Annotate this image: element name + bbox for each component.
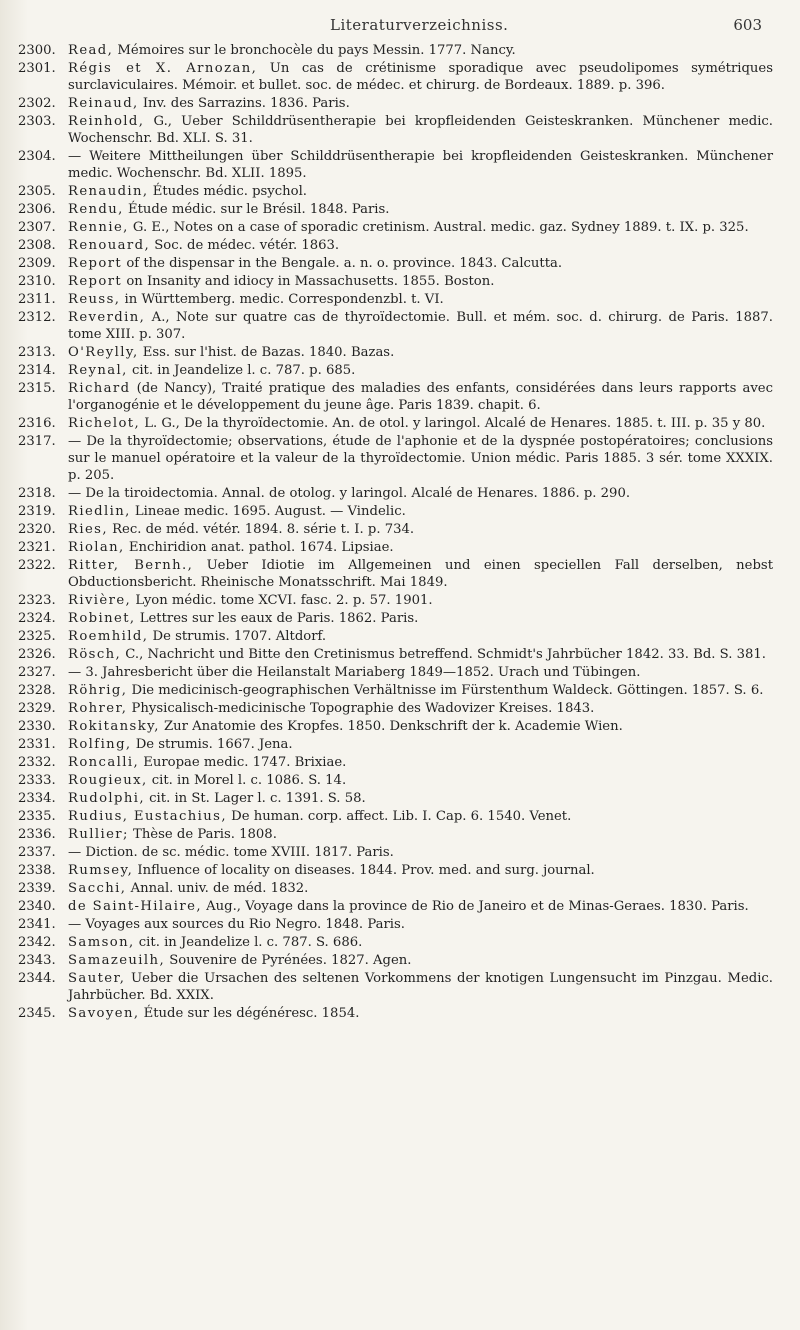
bibliography-entry (18, 808, 773, 825)
entry-citation: Souvenire de Pyrénées. 1827. Agen. (165, 953, 412, 968)
entry-number: 2322. (18, 558, 56, 573)
entry-citation: on Insanity and idiocy in Massachusetts. 1855. Boston. (122, 274, 495, 289)
entry-author: Samson, (68, 935, 135, 950)
entry-number: 2314. (18, 363, 56, 378)
bibliography-entry (18, 646, 773, 663)
entry-number: 2339. (18, 881, 56, 896)
entry-text (68, 273, 773, 290)
bibliography-entry (18, 952, 773, 969)
entry-citation: Europae medic. 1747. Brixiae. (139, 755, 347, 770)
entry-citation: — De la thyroïdectomie; observations, étude de l'aphonie et de la dyspnée postopératoires; conclusions sur le manuel opératoire et la valeur de la thyroïdectomie. Union médic. Paris 1885. 3 sér. tome XXXIX. p. 205. (68, 434, 773, 483)
entry-number: 2342. (18, 935, 56, 950)
entry-number: 2344. (18, 971, 56, 986)
bibliography-entry (18, 700, 773, 717)
entry-author: Report (68, 274, 123, 289)
page-number: 603 (733, 16, 762, 34)
entry-author: Reynal, (68, 363, 128, 378)
entry-author: Samazeuilh, (68, 953, 166, 968)
entry-text (68, 880, 773, 897)
entry-author: Rougieux, (68, 773, 148, 788)
entry-citation: Ess. sur l'hist. de Bazas. 1840. Bazas. (138, 345, 395, 360)
entry-number: 2327. (18, 665, 56, 680)
bibliography-entry (18, 664, 773, 681)
entry-author: Régis et X. Arnozan, (68, 61, 258, 76)
entry-number: 2331. (18, 737, 56, 752)
entry-number: 2333. (18, 773, 56, 788)
entry-text (68, 539, 773, 556)
entry-citation: C., Nachricht und Bitte den Cretinismus betreffend. Schmidt's Jahrbücher 1842. 33. Bd. S. 381. (121, 647, 766, 662)
entry-text (68, 700, 773, 717)
entry-number: 2341. (18, 917, 56, 932)
entry-citation: cit. in Jeandelize l. c. 787. p. 685. (127, 363, 356, 378)
entry-citation: Étude médic. sur le Brésil. 1848. Paris. (123, 202, 390, 217)
entry-number: 2324. (18, 611, 56, 626)
entry-citation: cit. in Jeandelize l. c. 787. S. 686. (134, 935, 363, 950)
entry-number: 2343. (18, 953, 56, 968)
bibliography-entry (18, 113, 773, 147)
entry-citation: — Voyages aux sources du Rio Negro. 1848. Paris. (68, 917, 405, 932)
entry-citation: Lineae medic. 1695. August. — Vindelic. (130, 504, 406, 519)
entry-citation: G., Ueber Schilddrüsentherapie bei kropfleidenden Geisteskranken. Münchener medic. Wochenschr. Bd. XLI. S. 31. (68, 114, 773, 146)
entry-citation: Inv. des Sarrazins. 1836. Paris. (138, 96, 350, 111)
bibliography-entry (18, 880, 773, 897)
entry-citation: Aug., Voyage dans la province de Rio de Janeiro et de Minas-Geraes. 1830. Paris. (201, 899, 749, 914)
entry-number: 2332. (18, 755, 56, 770)
entry-number: 2345. (18, 1006, 56, 1021)
entry-text (68, 344, 773, 361)
entry-text (68, 592, 773, 609)
entry-citation: — Diction. de sc. médic. tome XVIII. 1817. Paris. (68, 845, 394, 860)
entry-author: Renaudin, (68, 184, 149, 199)
entry-text (68, 754, 773, 771)
entry-citation: Étude sur les dégénéresc. 1854. (139, 1006, 360, 1021)
entry-author: Rudolphi, (68, 791, 145, 806)
bibliography-entry (18, 539, 773, 556)
entry-citation: Lyon médic. tome XCVI. fasc. 2. p. 57. 1901. (131, 593, 433, 608)
entry-citation: — Weitere Mittheilungen über Schilddrüsentherapie bei kropfleidenden Geisteskranken. Münchener medic. Wochenschr. Bd. XLII. 1895. (68, 149, 773, 181)
bibliography-entry (18, 148, 773, 182)
entry-citation: of the dispensar in the Bengale. a. n. o. province. 1843. Calcutta. (122, 256, 563, 271)
entry-text (68, 1005, 773, 1022)
entry-text (68, 934, 773, 951)
entry-citation: Un cas de crétinisme sporadique avec pseudolipomes symétriques surclaviculaires. Mémoir. et bullet. soc. de médec. et chirurg. de Bordeaux. 1889. p. 396. (68, 61, 773, 93)
entry-citation: Die medicinisch-geographischen Verhältnisse im Fürstenthum Waldeck. Göttingen. 1857. S. 6. (127, 683, 764, 698)
entry-number: 2325. (18, 629, 56, 644)
bibliography-entry (18, 826, 773, 843)
bibliography-entry (18, 42, 773, 59)
bibliography-entry (18, 772, 773, 789)
bibliography-entry (18, 736, 773, 753)
entry-text (68, 808, 773, 825)
entry-author: Sacchi, (68, 881, 127, 896)
bibliography-entry (18, 610, 773, 627)
bibliography-entry (18, 718, 773, 735)
entry-citation: G. E., Notes on a case of sporadic cretinism. Austral. medic. gaz. Sydney 1889. t. IX. p. 325. (128, 220, 749, 235)
entry-text (68, 646, 773, 663)
entry-author: Rumsey, (68, 863, 134, 878)
entry-text (68, 970, 773, 1004)
entry-author: Ries, (68, 522, 108, 537)
entry-citation: Thèse de Paris. 1808. (128, 827, 277, 842)
entry-author: Rudius, Eustachius, (68, 809, 227, 824)
entry-citation: Rec. de méd. vétér. 1894. 8. série t. I. p. 734. (107, 522, 415, 537)
entry-author: Rivière, (68, 593, 132, 608)
entry-text (68, 113, 773, 147)
entry-text (68, 291, 773, 308)
entry-author: Sauter, (68, 971, 126, 986)
entry-number: 2307. (18, 220, 56, 235)
entry-text (68, 148, 773, 182)
bibliography-entry (18, 592, 773, 609)
entry-citation: — De la tiroidectomia. Annal. de otolog. y laringol. Alcalé de Henares. 1886. p. 290. (68, 486, 631, 501)
entry-citation: L. G., De la thyroïdectomie. An. de otol. y laringol. Alcalé de Henares. 1885. t. III. p. 35 y 80. (140, 416, 766, 431)
entry-number: 2326. (18, 647, 56, 662)
entry-author: Roemhild, (68, 629, 149, 644)
entry-text (68, 826, 773, 843)
entry-text (68, 309, 773, 343)
entry-text (68, 380, 773, 414)
entry-citation: — 3. Jahresbericht über die Heilanstalt Mariaberg 1849—1852. Urach und Tübingen. (68, 665, 641, 680)
entry-citation: (de Nancy), Traité pratique des maladies des enfants, considérées dans leurs rapports avec l'organogénie et le développement du jeune âge. Paris 1839. chapit. 6. (68, 381, 773, 413)
entry-text (68, 485, 773, 502)
entry-text (68, 682, 773, 699)
entry-author: Report (68, 256, 123, 271)
entry-citation: A., Note sur quatre cas de thyroïdectomie. Bull. et mém. soc. d. chirurg. de Paris. 1887. tome XIII. p. 307. (68, 310, 773, 342)
entry-text (68, 521, 773, 538)
entry-number: 2303. (18, 114, 56, 129)
entry-number: 2306. (18, 202, 56, 217)
bibliography-entry (18, 682, 773, 699)
entry-number: 2319. (18, 504, 56, 519)
entry-text (68, 610, 773, 627)
entry-author: Read, (68, 43, 114, 58)
entry-citation: De human. corp. affect. Lib. I. Cap. 6. 1540. Venet. (226, 809, 572, 824)
entry-number: 2311. (18, 292, 56, 307)
entry-citation: Enchiridion anat. pathol. 1674. Lipsiae. (124, 540, 394, 555)
entry-text (68, 898, 773, 915)
bibliography-entry (18, 754, 773, 771)
entry-citation: Ueber die Ursachen des seltenen Vorkommens der knotigen Lungensucht im Pinzgau. Medic. Jahrbücher. Bd. XXIX. (68, 971, 773, 1003)
entry-number: 2310. (18, 274, 56, 289)
entry-number: 2338. (18, 863, 56, 878)
entry-number: 2321. (18, 540, 56, 555)
entry-number: 2320. (18, 522, 56, 537)
entry-author: Rokitansky, (68, 719, 160, 734)
bibliography-entry (18, 844, 773, 861)
entry-text (68, 557, 773, 591)
entry-author: Reinhold, (68, 114, 145, 129)
entry-text (68, 95, 773, 112)
entry-author: de Saint-Hilaire, (68, 899, 202, 914)
entry-number: 2340. (18, 899, 56, 914)
entry-number: 2316. (18, 416, 56, 431)
entry-author: Riolan, (68, 540, 125, 555)
entry-citation: Mémoires sur le bronchocèle du pays Messin. 1777. Nancy. (113, 43, 516, 58)
entry-number: 2318. (18, 486, 56, 501)
entry-text (68, 664, 773, 681)
entry-text (68, 237, 773, 254)
bibliography-entry (18, 362, 773, 379)
entry-text (68, 916, 773, 933)
entry-text (68, 790, 773, 807)
bibliography-entry (18, 273, 773, 290)
entry-number: 2323. (18, 593, 56, 608)
entry-text (68, 42, 773, 59)
bibliography-entry (18, 291, 773, 308)
entry-author: Roncalli, (68, 755, 140, 770)
entry-author: Rennie, (68, 220, 129, 235)
entry-text (68, 433, 773, 484)
bibliography-entry (18, 380, 773, 414)
entry-text (68, 862, 773, 879)
entry-citation: Physicalisch-medicinische Topographie des Wadovizer Kreises. 1843. (127, 701, 595, 716)
entry-author: Savoyen, (68, 1006, 140, 1021)
entry-text (68, 718, 773, 735)
bibliography-entry (18, 60, 773, 94)
entry-number: 2304. (18, 149, 56, 164)
entry-text (68, 415, 773, 432)
entry-number: 2300. (18, 43, 56, 58)
bibliography-entry (18, 1005, 773, 1022)
entry-citation: Zur Anatomie des Kropfes. 1850. Denkschrift der k. Academie Wien. (159, 719, 623, 734)
entry-number: 2312. (18, 310, 56, 325)
bibliography-entry (18, 503, 773, 520)
bibliography-entry (18, 970, 773, 1004)
entry-citation: Influence of locality on diseases. 1844. Prov. med. and surg. journal. (133, 863, 595, 878)
entry-author: Rendu, (68, 202, 124, 217)
bibliography-entry (18, 628, 773, 645)
running-title: Literaturverzeichniss. (330, 16, 509, 34)
entry-author: Reinaud, (68, 96, 139, 111)
entry-text (68, 952, 773, 969)
bibliography-entry (18, 916, 773, 933)
bibliography-entry (18, 415, 773, 432)
bibliography-entry (18, 309, 773, 343)
bibliography-entry (18, 237, 773, 254)
entry-number: 2335. (18, 809, 56, 824)
entry-author: Renouard, (68, 238, 151, 253)
entry-citation: Lettres sur les eaux de Paris. 1862. Paris. (135, 611, 419, 626)
entry-number: 2329. (18, 701, 56, 716)
entry-number: 2309. (18, 256, 56, 271)
bibliography-entry (18, 201, 773, 218)
entry-author: Röhrig, (68, 683, 128, 698)
entry-text (68, 362, 773, 379)
entry-text (68, 844, 773, 861)
entry-number: 2328. (18, 683, 56, 698)
entry-citation: cit. in St. Lager l. c. 1391. S. 58. (144, 791, 366, 806)
entry-author: Rösch, (68, 647, 122, 662)
entry-number: 2330. (18, 719, 56, 734)
entry-author: Reverdin, (68, 310, 146, 325)
entry-number: 2336. (18, 827, 56, 842)
entry-author: Rullier; (68, 827, 129, 842)
entry-author: Reuss, (68, 292, 121, 307)
entry-text (68, 736, 773, 753)
entry-author: Rolfing, (68, 737, 132, 752)
entry-author: Ritter, Bernh., (68, 558, 194, 573)
bibliography-entry (18, 790, 773, 807)
entry-citation: De strumis. 1707. Altdorf. (148, 629, 327, 644)
bibliography-entry (18, 934, 773, 951)
entry-text (68, 201, 773, 218)
entry-citation: Ueber Idiotie im Allgemeinen und einen speciellen Fall derselben, nebst Obductionsbericht. Rheinische Monatsschrift. Mai 1849. (68, 558, 773, 590)
entry-number: 2308. (18, 238, 56, 253)
entry-author: Riedlin, (68, 504, 131, 519)
entry-number: 2305. (18, 184, 56, 199)
entry-text (68, 503, 773, 520)
entry-text (68, 219, 773, 236)
entry-number: 2301. (18, 61, 56, 76)
bibliography-list (18, 42, 773, 1023)
entry-number: 2302. (18, 96, 56, 111)
entry-author: Rohrer, (68, 701, 128, 716)
bibliography-entry (18, 95, 773, 112)
entry-author: Robinet, (68, 611, 136, 626)
entry-number: 2313. (18, 345, 56, 360)
entry-citation: in Württemberg. medic. Correspondenzbl. t. VI. (120, 292, 444, 307)
bibliography-entry (18, 183, 773, 200)
bibliography-entry (18, 521, 773, 538)
entry-citation: Études médic. psychol. (148, 184, 307, 199)
entry-citation: De strumis. 1667. Jena. (131, 737, 293, 752)
entry-author: Richard (68, 381, 131, 396)
entry-citation: Soc. de médec. vétér. 1863. (150, 238, 340, 253)
bibliography-entry (18, 219, 773, 236)
bibliography-entry (18, 344, 773, 361)
bibliography-entry (18, 557, 773, 591)
entry-text (68, 628, 773, 645)
entry-number: 2317. (18, 434, 56, 449)
entry-text (68, 255, 773, 272)
bibliography-entry (18, 485, 773, 502)
entry-number: 2337. (18, 845, 56, 860)
page-header (0, 14, 800, 38)
bibliography-entry (18, 433, 773, 484)
entry-author: O'Reylly, (68, 345, 139, 360)
entry-citation: Annal. univ. de méd. 1832. (126, 881, 309, 896)
entry-text (68, 183, 773, 200)
entry-text (68, 772, 773, 789)
entry-number: 2334. (18, 791, 56, 806)
bibliography-entry (18, 898, 773, 915)
entry-author: Richelot, (68, 416, 141, 431)
bibliography-entry (18, 862, 773, 879)
entry-text (68, 60, 773, 94)
entry-citation: cit. in Morel l. c. 1086. S. 14. (147, 773, 347, 788)
entry-number: 2315. (18, 381, 56, 396)
bibliography-entry (18, 255, 773, 272)
